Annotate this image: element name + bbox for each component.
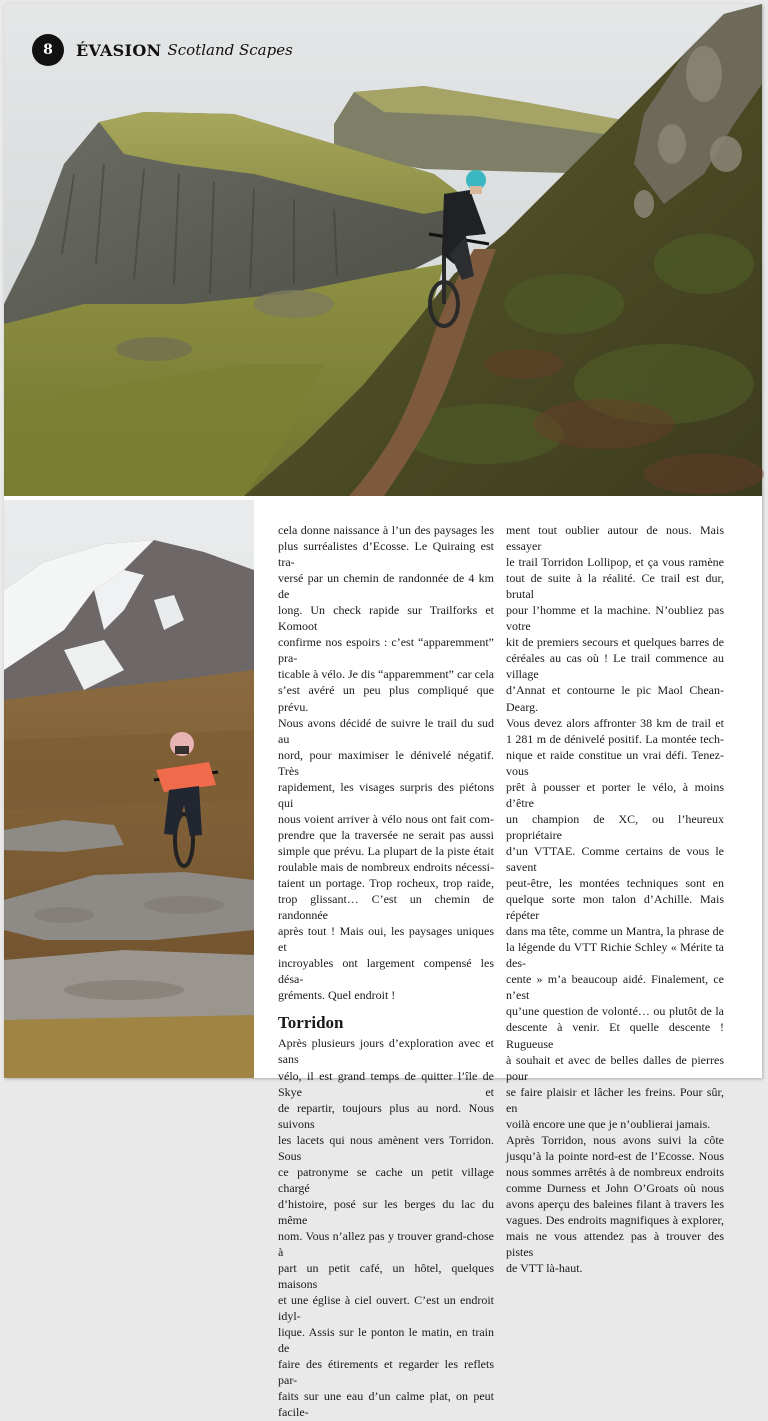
text-column-1 bbox=[278, 522, 494, 1421]
section-title: ÉVASION bbox=[76, 40, 162, 60]
torridon-paragraph bbox=[278, 1035, 494, 1420]
text-line: de VTT là-haut. bbox=[506, 1261, 583, 1276]
text-line: avons aperçu des baleines filant à travers les bbox=[506, 1196, 724, 1211]
text-line: Nous avons décidé de suivre le trail du sud au bbox=[278, 715, 494, 746]
magazine-page bbox=[4, 4, 762, 1420]
text-line: faire des étirements et regarder les reflets par- bbox=[278, 1357, 494, 1388]
text-line: descente à venir. Et quelle descente ! Rugueuse bbox=[506, 1020, 724, 1051]
text-line: tout de suite à la réalité. Ce trail est dur, brutal bbox=[506, 571, 724, 602]
text-line: part un petit café, un hôtel, quelques maisons bbox=[278, 1261, 494, 1292]
text-line: plus surréalistes d’Ecosse. Le Quiraing est tra- bbox=[278, 539, 494, 570]
text-line: kit de premiers secours et quelques barres de bbox=[506, 635, 724, 650]
text-line: céréales au cas où ! Le trail commence au village bbox=[506, 651, 724, 682]
text-line: simple que prévu. La plupart de la piste était bbox=[278, 843, 494, 858]
text-line: peut-être, les montées techniques sont en bbox=[506, 876, 724, 891]
photo-rider-torridon-rocks bbox=[4, 500, 254, 1078]
text-line: ment tout oublier autour de nous. Mais essayer bbox=[506, 523, 724, 554]
text-line: se faire plaisir et lâcher les freins. Pour sûr, en bbox=[506, 1084, 724, 1115]
text-line: d’un VTTAE. Comme certains de vous le savent bbox=[506, 843, 724, 874]
text-line: trop glissant… C’est un chemin de randonnée bbox=[278, 892, 494, 923]
text-line: prêt à pousser et porter le vélo, à moins d’être bbox=[506, 779, 724, 810]
text-line: ticable à vélo. Je dis “apparemment” car cela bbox=[278, 667, 494, 682]
text-line: vélo, il est grand temps de quitter l’île de Skye et bbox=[278, 1068, 494, 1099]
text-line: ce patronyme se cache un petit village chargé bbox=[278, 1164, 494, 1195]
text-line: gréments. Quel endroit ! bbox=[278, 988, 396, 1003]
text-line: nous voient arriver à vélo nous ont fait com- bbox=[278, 811, 494, 826]
lollipop-paragraph bbox=[506, 522, 724, 1132]
torridon-landscape-illustration bbox=[4, 500, 254, 1078]
text-line: d’histoire, posé sur les berges du lac du même bbox=[278, 1196, 494, 1227]
section-subtitle: Scotland Scapes bbox=[167, 41, 293, 59]
text-line: nous sommes arrêtés à de nombreux endroits bbox=[506, 1164, 724, 1179]
text-line: nom. Vous n’allez pas y trouver grand-chose à bbox=[278, 1228, 494, 1260]
quiraing-landscape-illustration bbox=[4, 4, 762, 496]
text-line: s’est avéré un peu plus compliqué que prévu. bbox=[278, 683, 494, 714]
torridon-heading: Torridon bbox=[278, 1013, 344, 1033]
text-line: 1 281 m de dénivelé positif. La montée tech- bbox=[506, 731, 724, 746]
intro-paragraph bbox=[278, 522, 494, 1003]
text-line: quelque sorte mon talon d’Achille. Mais répéter bbox=[506, 892, 724, 923]
text-column-2 bbox=[506, 522, 724, 1276]
text-line: cela donne naissance à l’un des paysages les bbox=[278, 523, 494, 537]
text-line: un champion de XC, ou l’heureux propriétaire bbox=[506, 811, 724, 842]
text-line: comme Durness et John O’Groats où nous bbox=[506, 1180, 724, 1195]
text-line: prendre que la traversée ne serait pas aussi bbox=[278, 827, 494, 842]
text-line: confirme nos espoirs : c’est “apparemment” pra- bbox=[278, 635, 494, 666]
text-line: nique et raide constitue un vrai défi. Tenez-vous bbox=[506, 747, 724, 778]
text-line: nord, pour maximiser le dénivelé négatif. Très bbox=[278, 747, 494, 778]
text-line: lique. Assis sur le ponton le matin, en train de bbox=[278, 1325, 494, 1356]
text-line: d’Annat et contourne le pic Maol Chean-Dearg. bbox=[506, 683, 724, 714]
text-line: dans ma tête, comme un Mantra, la phrase de bbox=[506, 924, 724, 939]
text-line: incroyables ont largement compensé les désa- bbox=[278, 956, 494, 987]
text-line: Vous devez alors affronter 38 km de trail et bbox=[506, 715, 724, 730]
text-line: à souhait et avec de belles dalles de pierres pour bbox=[506, 1052, 724, 1083]
text-line: jusqu’à la pointe nord-est de l’Ecosse. Nous bbox=[506, 1148, 724, 1163]
text-line: la légende du VTT Richie Schley « Mérite ta des- bbox=[506, 940, 724, 971]
after-torridon-paragraph bbox=[506, 1132, 724, 1276]
text-line: le trail Torridon Lollipop, et ça vous ramène bbox=[506, 555, 724, 570]
text-line: de repartir, toujours plus au nord. Nous suivons bbox=[278, 1100, 494, 1131]
text-line: cente » m’a beaucoup aidé. Finalement, ce n’est bbox=[506, 972, 724, 1003]
text-line: qu’une question de volonté… ou plutôt de la bbox=[506, 1004, 724, 1019]
text-line: et une église à ciel ouvert. C’est un endroit idyl- bbox=[278, 1293, 494, 1324]
text-line: roulable mais de nombreux endroits nécessi- bbox=[278, 859, 494, 874]
text-line: voilà encore une que je n’oublierai jamais. bbox=[506, 1116, 711, 1131]
text-line: pour l’homme et la machine. N’oubliez pas votre bbox=[506, 603, 724, 634]
text-line: mais ne vous attendez pas à trouver des pistes bbox=[506, 1229, 724, 1260]
text-line: Après plusieurs jours d’exploration avec et sans bbox=[278, 1036, 494, 1067]
text-line: taient un portage. Trop rocheux, trop raide, bbox=[278, 876, 494, 891]
text-line: rapidement, les visages surpris des piétons qui bbox=[278, 779, 494, 810]
page-number-badge: 8 bbox=[32, 34, 64, 66]
text-line: les lacets qui nous amènent vers Torridon. Sous bbox=[278, 1132, 494, 1163]
photo-mountain-bikers-quiraing bbox=[4, 4, 762, 496]
text-line: après tout ! Mais oui, les paysages uniques et bbox=[278, 924, 494, 955]
text-line: Après Torridon, nous avons suivi la côte bbox=[506, 1132, 724, 1147]
text-line: long. Un check rapide sur Trailforks et Komoot bbox=[278, 603, 494, 634]
text-line: faits sur une eau d’un calme plat, on peut facile- bbox=[278, 1389, 494, 1420]
text-line: versé par un chemin de randonnée de 4 km de bbox=[278, 571, 494, 602]
text-line: vagues. Des endroits magnifiques à explorer, bbox=[506, 1213, 724, 1228]
page-header bbox=[32, 34, 293, 66]
